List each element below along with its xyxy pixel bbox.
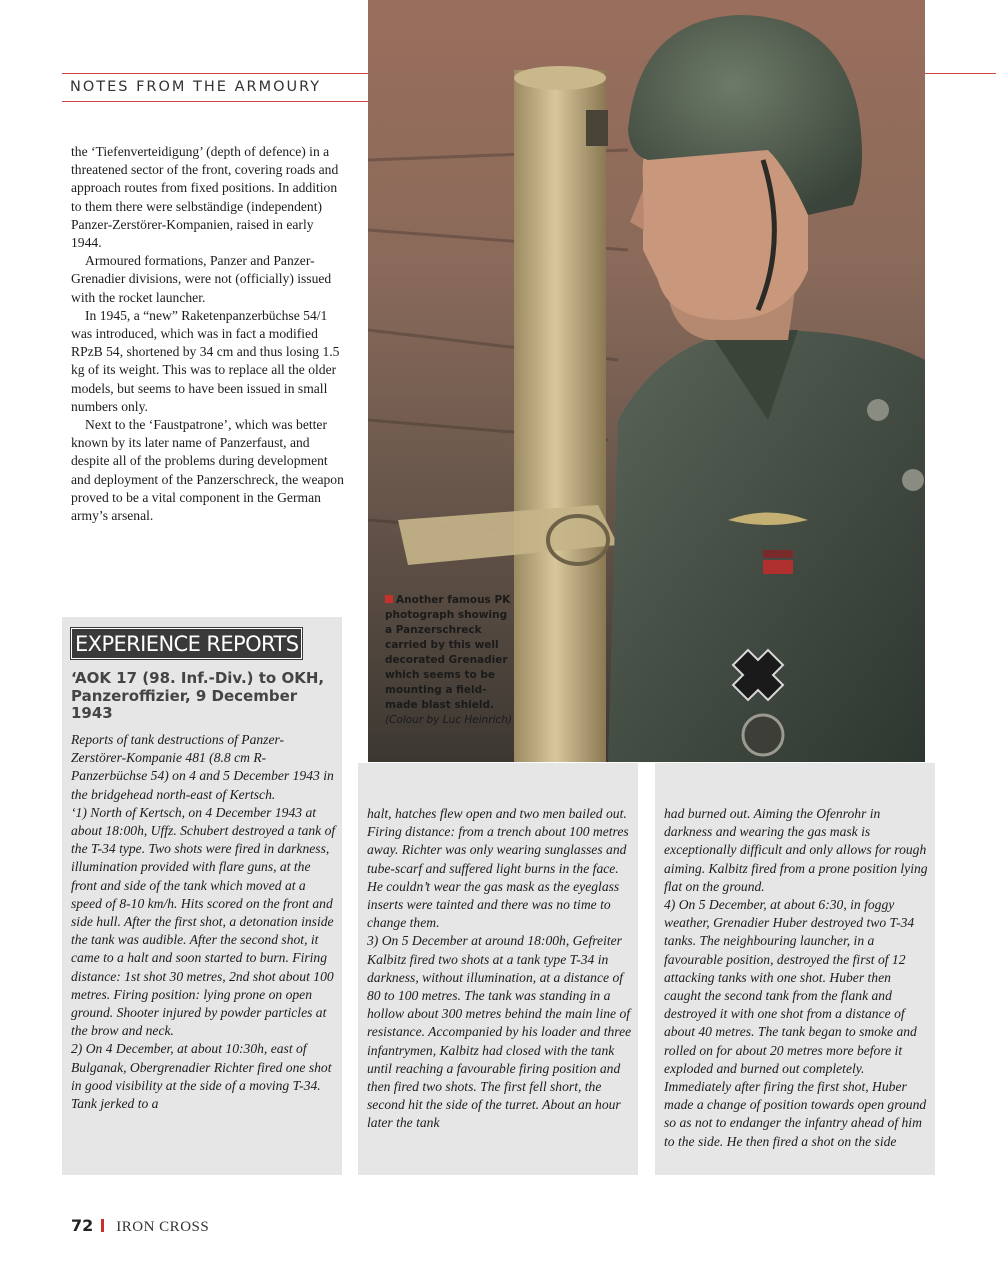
- photo-caption: [385, 593, 515, 728]
- header-rule-left: [62, 73, 368, 74]
- caption-credit: (Colour by Luc Heinrich): [385, 714, 513, 726]
- header-underline: [62, 101, 368, 102]
- intro-paragraph: Armoured formations, Panzer and Panzer-Grenadier divisions, were not (officially) issued with the rocket launcher.: [71, 253, 332, 305]
- caption-marker-icon: [385, 595, 393, 603]
- report-column-3: had burned out. Aiming the Ofenrohr in darkness and wearing the gas mask is exceptionally difficult and only allows for rough aiming. Kalbitz fired from a prone position lying flat on the ground. 4) On 5 December, at about 6:30, in foggy weather, Grenadier Huber destroyed two T-34 tanks. The neighbouring launcher, in a favourable position, destroyed the first of 12 attacking tanks with one shot. Huber then caught the second tank from the flank and destroyed it with one shot from a distance of about 40 metres. The tank began to smoke and rolled on for about 20 metres more before it exploded and burned out completely. Immediately after firing the first shot, Huber made a change of position towards open ground so as not to endanger the infantry ahead of him to the side. He then fired a shot on the side: [664, 806, 928, 1149]
- publication-name: IRON CROSS: [116, 1219, 210, 1235]
- caption-text: Another famous PK photograph showing a Panzerschreck carried by this well decorated Grenadier which seems to be mounting a field-made blast shield.: [385, 594, 511, 711]
- header-rule-right: [925, 73, 996, 74]
- experience-reports-subheading: ‘AOK 17 (98. Inf.-Div.) to OKH, Panzeroffizier, 9 December 1943: [71, 669, 325, 722]
- page-number: 72: [71, 1216, 94, 1235]
- section-title: NOTES FROM THE ARMOURY: [70, 79, 322, 95]
- experience-reports-heading: EXPERIENCE REPORTS: [71, 628, 302, 659]
- report-column-2: halt, hatches flew open and two men bailed out. Firing distance: from a trench about 100 metres away. Richter was only wearing sunglasses and tube-scarf and suffered light burns in the face. He couldn’t wear the gas mask as the eyeglass inserts were tainted and there was no time to change them. 3) On 5 December at around 18:00h, Gefreiter Kalbitz fired two shots at a tank type T-34 in darkness, without illumination, at a distance of 80 to 100 metres. The tank was standing in a hollow about 300 metres behind the main line of resistance. Accompanied by his loader and three infantrymen, Kalbitz had closed with the tank until reaching a favourable firing position and then fired two shots. The first fell short, the second hit the side of the turret. About an hour later the tank: [367, 806, 632, 1131]
- intro-paragraph: Next to the ‘Faustpatrone’, which was better known by its later name of Panzerfaust, and despite all of the problems during development and deployment of the Panzerschreck, the weapon proved to be a vital component in the German army’s arsenal.: [71, 417, 344, 524]
- footer-divider: [101, 1219, 104, 1232]
- intro-text: [71, 143, 345, 525]
- intro-paragraph: the ‘Tiefenverteidigung’ (depth of defence) in a threatened sector of the front, covering roads and approach routes from fixed positions. In addition to them there were selbständige (independent) Panzer-Zerstörer-Kompanien, raised in early 1944.: [71, 144, 339, 251]
- page-footer: [71, 1216, 209, 1236]
- report-column-1: Reports of tank destructions of Panzer-Zerstörer-Kompanie 481 (8.8 cm R-Panzerbüchse 54) on 4 and 5 December 1943 in the bridgehead north-east of Kertsch. ‘1) North of Kertsch, on 4 December 1943 at about 18:00h, Uffz. Schubert destroyed a tank of the T-34 type. Two shots were fired in darkness, illumination provided with flare guns, at the front and side of the tank which moved at a speed of 8-10 km/h. Hits scored on the front and side hull. After the first shot, a detonation inside the tank was audible. After the second shot, it came to a halt and soon started to burn. Firing distance: 1st shot 30 metres, 2nd shot about 100 metres. Firing position: lying prone on open ground. Shooter injured by powder particles at the brow and neck. 2) On 4 December, at about 10:30h, east of Bulganak, Obergrenadier Richter fired one shot in good visibility at the side of a moving T-34. Tank jerked to a: [71, 732, 336, 1112]
- intro-paragraph: In 1945, a “new” Raketenpanzerbüchse 54/1 was introduced, which was in fact a modified RPzB 54, shortened by 34 cm and thus losing 1.5 kg of its weight. This was to replace all the older models, but seems to have been issued in small numbers only.: [71, 307, 340, 414]
